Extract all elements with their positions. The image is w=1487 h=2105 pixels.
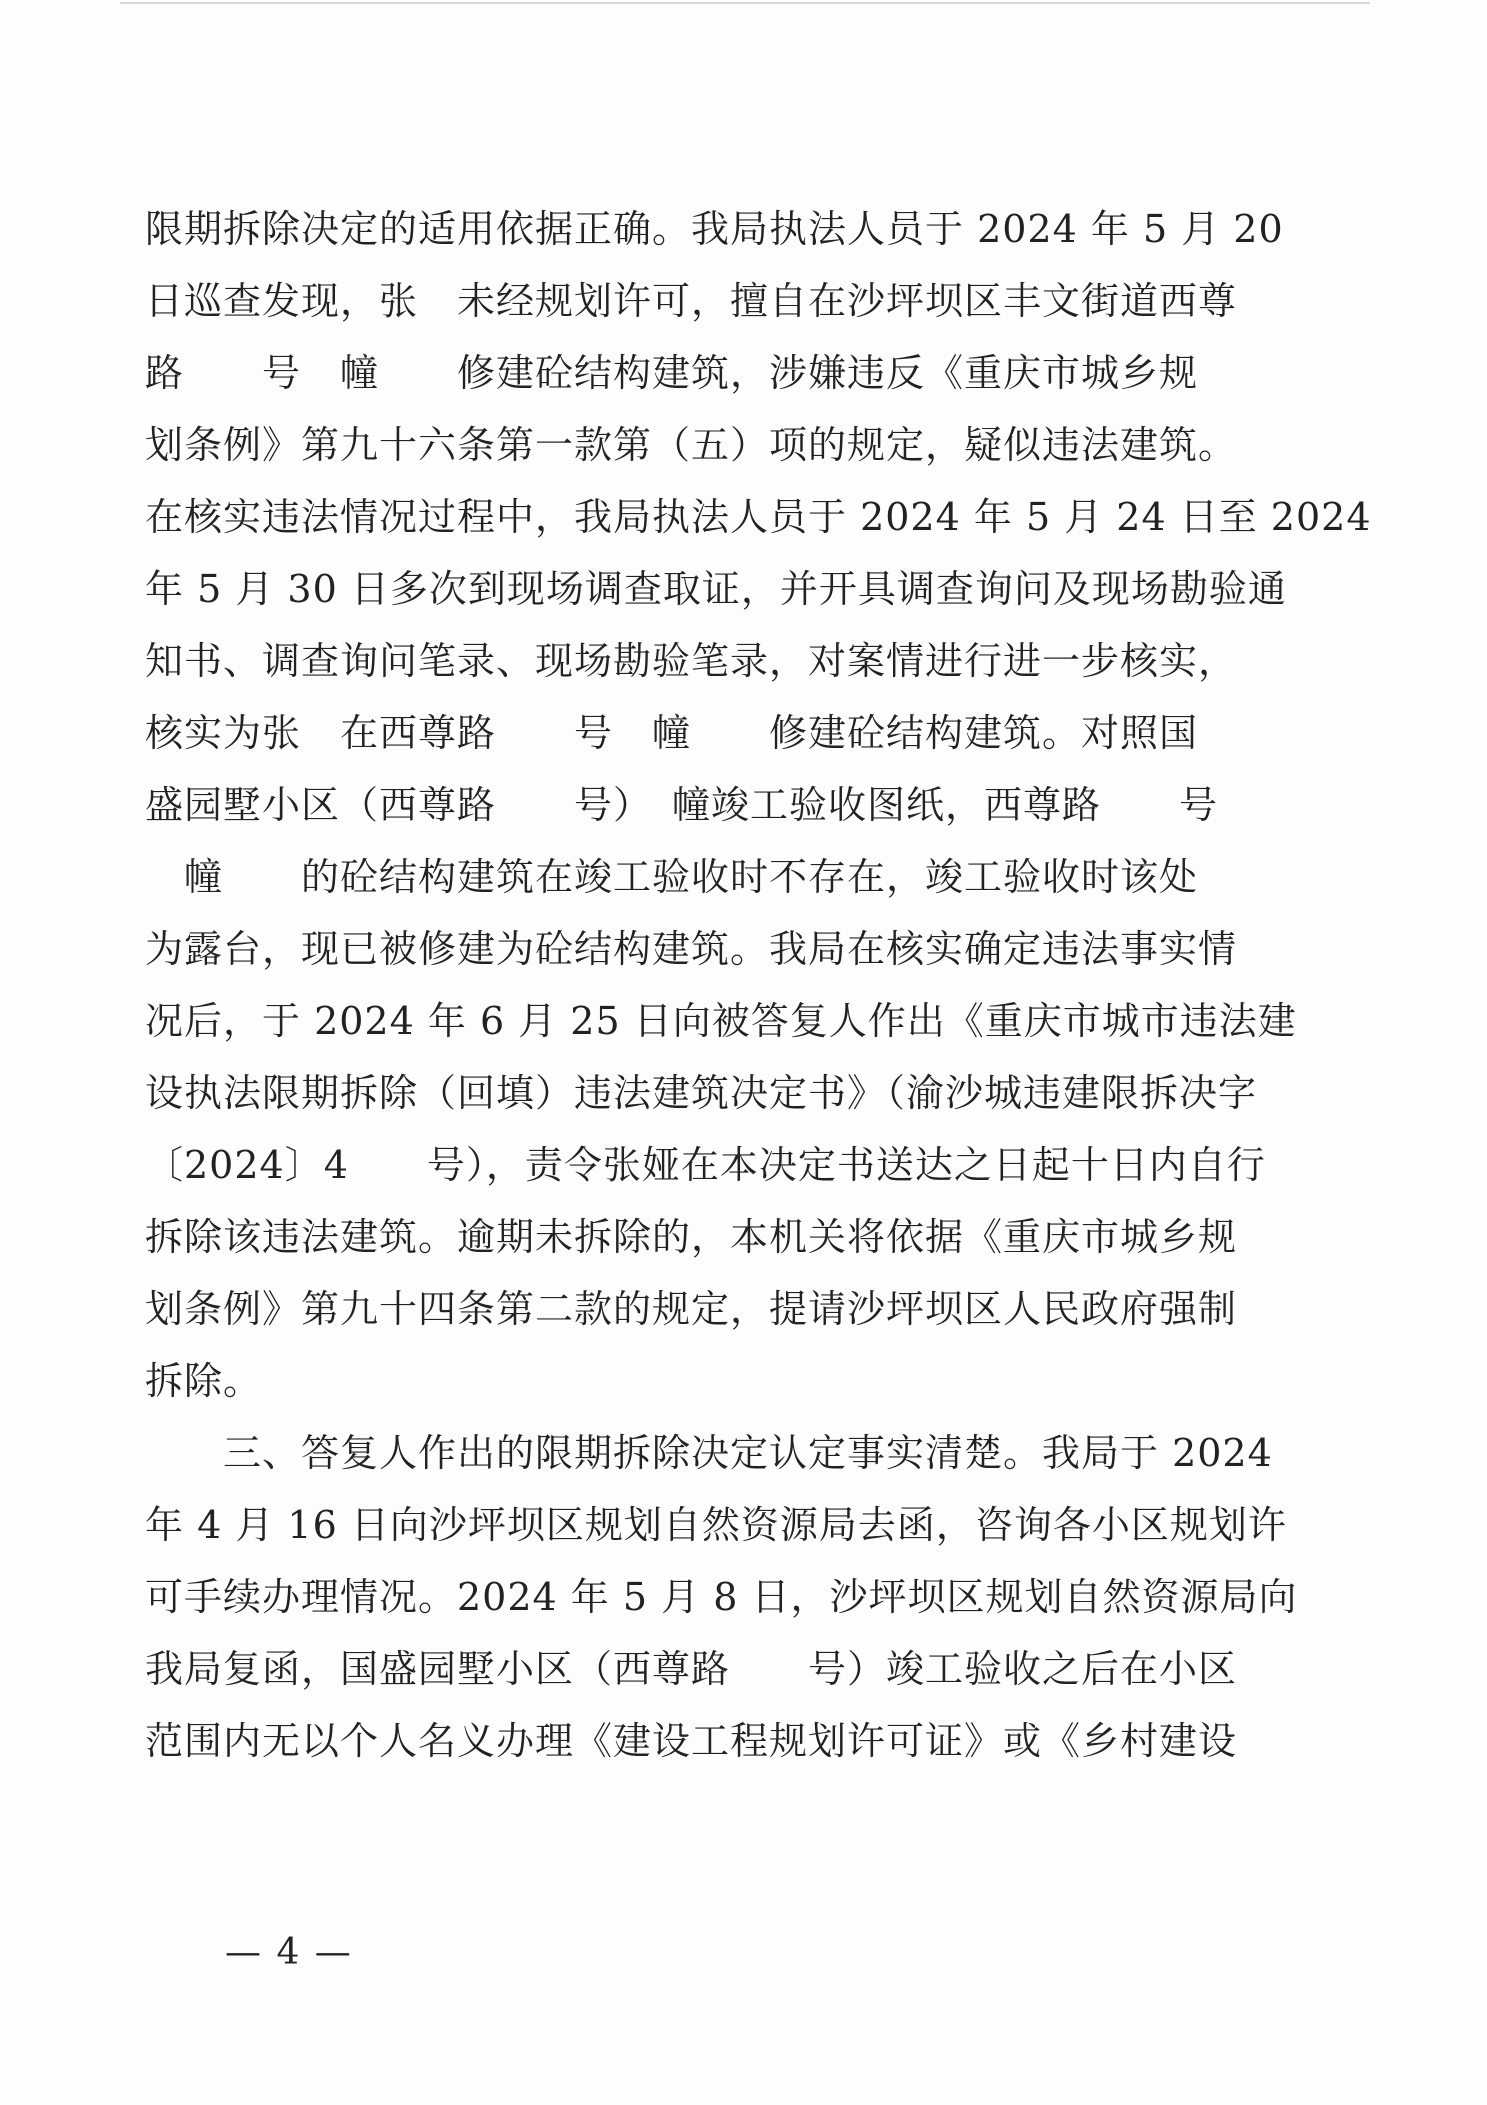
text-line: 盛园墅小区（西尊路 号） 幢竣工验收图纸，西尊路 号 <box>145 783 1219 827</box>
text-line: 年 4 月 16 日向沙坪坝区规划自然资源局去函，咨询各小区规划许 <box>145 1503 1287 1547</box>
text-line: 幢 的砼结构建筑在竣工验收时不存在，竣工验收时该处 <box>145 855 1199 899</box>
text-line: 范围内无以个人名义办理《建设工程规划许可证》或《乡村建设 <box>145 1719 1238 1763</box>
text-line: 在核实违法情况过程中，我局执法人员于 2024 年 5 月 24 日至 2024 <box>145 495 1372 539</box>
text-line: 为露台，现已被修建为砼结构建筑。我局在核实确定违法事实情 <box>145 927 1238 971</box>
text-line: 〔2024〕4 号），责令张娅在本决定书送达之日起十日内自行 <box>145 1143 1266 1187</box>
text-line: 限期拆除决定的适用依据正确。我局执法人员于 2024 年 5 月 20 <box>145 207 1284 251</box>
text-line: 拆除。 <box>145 1359 263 1403</box>
text-line: 可手续办理情况。2024 年 5 月 8 日，沙坪坝区规划自然资源局向 <box>145 1575 1298 1619</box>
text-line: 核实为张 在西尊路 号 幢 修建砼结构建筑。对照国 <box>145 711 1199 755</box>
text-line: 划条例》第九十四条第二款的规定，提请沙坪坝区人民政府强制 <box>145 1287 1238 1331</box>
text-line: 日巡查发现，张 未经规划许可，擅自在沙坪坝区丰文街道西尊 <box>145 279 1238 323</box>
text-line: 路 号 幢 修建砼结构建筑，涉嫌违反《重庆市城乡规 <box>145 351 1199 395</box>
text-line: 知书、调查询问笔录、现场勘验笔录，对案情进行进一步核实， <box>145 639 1238 683</box>
text-line: 设执法限期拆除（回填）违法建筑决定书》（渝沙城违建限拆决字 <box>145 1071 1258 1115</box>
text-line: 我局复函，国盛园墅小区（西尊路 号）竣工验收之后在小区 <box>145 1647 1238 1691</box>
text-line: 况后，于 2024 年 6 月 25 日向被答复人作出《重庆市城市违法建 <box>145 999 1297 1043</box>
text-line: 三、答复人作出的限期拆除决定认定事实清楚。我局于 2024 <box>145 1431 1273 1475</box>
text-line: 划条例》第九十六条第一款第（五）项的规定，疑似违法建筑。 <box>145 423 1238 467</box>
page-number: — 4 — <box>225 1932 353 1973</box>
text-line: 拆除该违法建筑。逾期未拆除的，本机关将依据《重庆市城乡规 <box>145 1215 1238 1259</box>
text-line: 年 5 月 30 日多次到现场调查取证，并开具调查询问及现场勘验通 <box>145 567 1287 611</box>
page-top-edge <box>120 2 1370 4</box>
